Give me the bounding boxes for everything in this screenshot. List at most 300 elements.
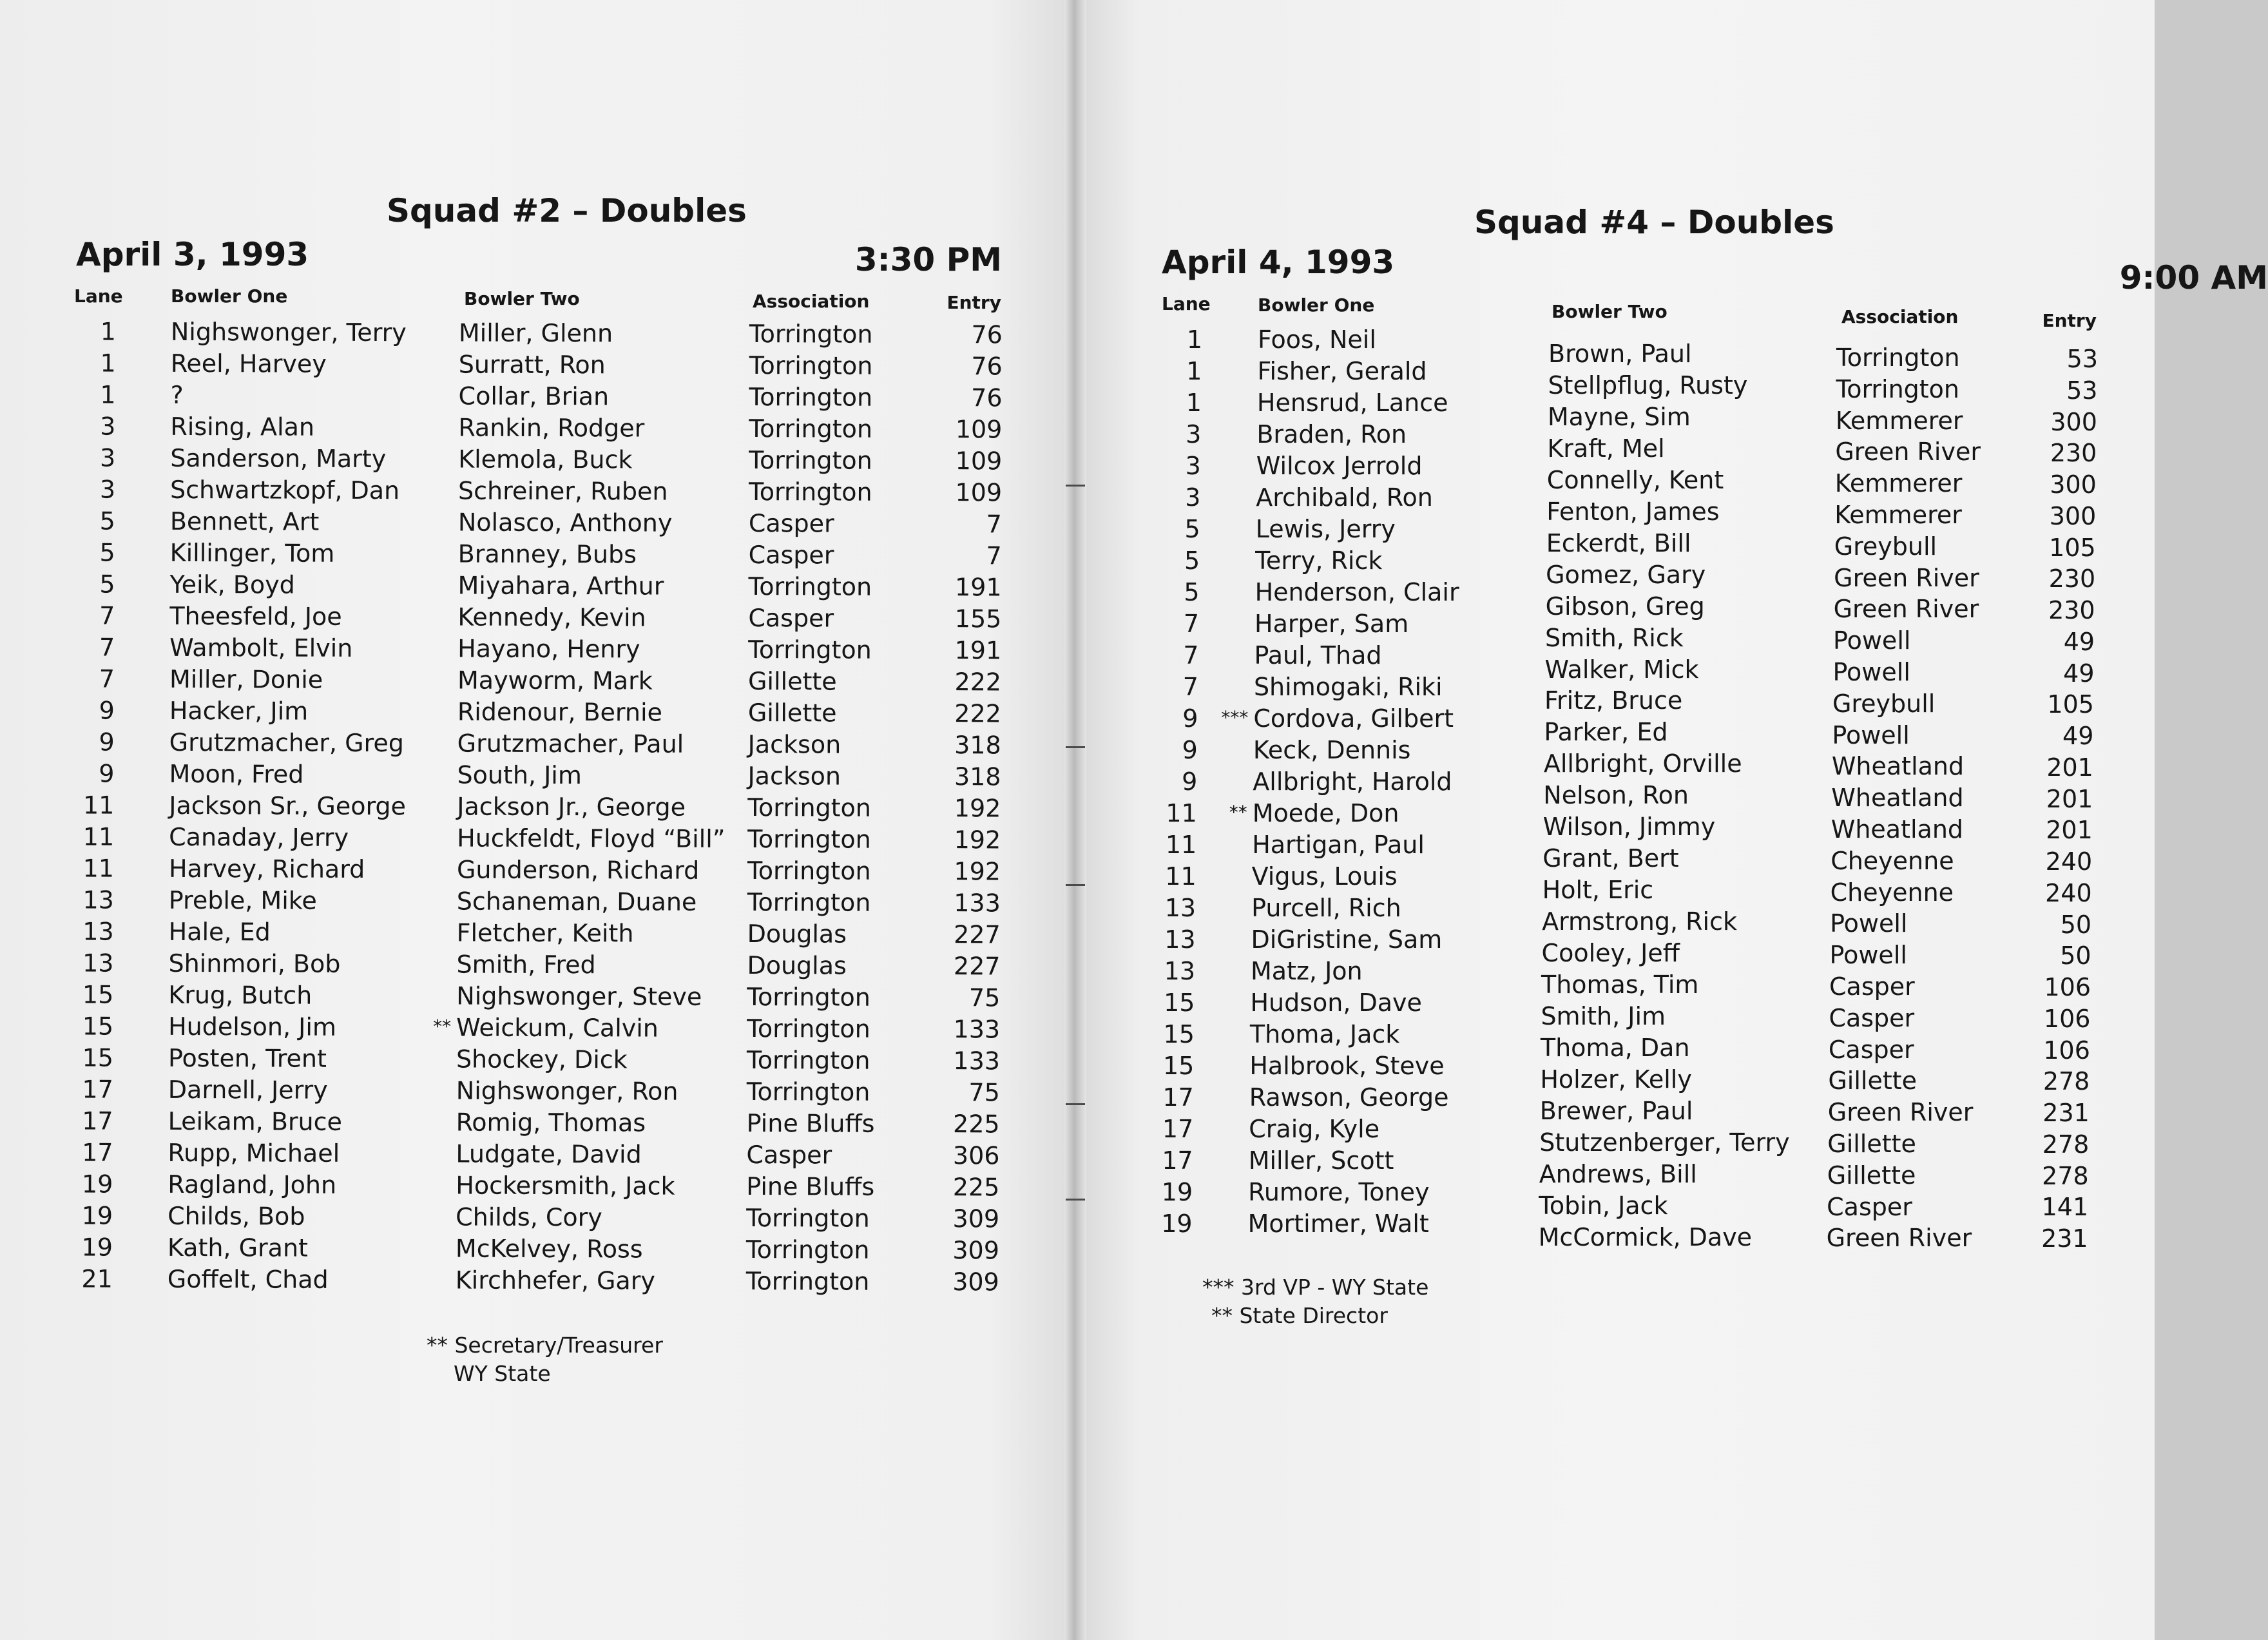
entry-number: 230 [2048,564,2096,593]
lane-number: 17 [82,1075,113,1104]
bowler-one-name: Lewis, Jerry [1255,515,1396,543]
header-association: Association [753,291,870,312]
lane-number: 7 [99,664,115,693]
table-row [1075,1083,2131,1127]
entry-number: 231 [2041,1224,2088,1253]
table-row [0,791,1055,826]
lane-number: 7 [1183,641,1199,670]
association-name: Torrington [745,1267,870,1296]
bowler-two-name: Stutzenberger, Terry [1539,1128,1790,1157]
entry-number: 106 [2044,973,2091,1001]
entry-number: 278 [2042,1067,2090,1096]
association-name: Torrington [749,320,873,349]
bowler-two-name: Allbright, Orville [1543,749,1742,778]
lane-number: 17 [1162,1115,1194,1143]
bowler-two-name: Surratt, Ron [458,350,606,380]
bowler-two-name: Gibson, Greg [1545,592,1705,621]
association-name: Torrington [747,793,872,822]
lane-number: 5 [99,506,115,535]
bowler-two-name: Connelly, Kent [1546,465,1724,494]
bowler-two-name: Mayworm, Mark [457,666,653,695]
lane-number: 9 [1182,736,1198,764]
bowler-two-name: Collar, Brian [458,381,610,411]
lane-number: 11 [82,791,115,820]
binding-stitch [1066,1199,1085,1201]
lane-number: 1 [1186,389,1202,417]
entry-number: 76 [971,352,1003,381]
lane-number: 11 [1165,862,1196,891]
lane-number: 3 [99,443,116,472]
lane-number: 1 [100,317,116,346]
entry-number: 222 [954,699,1001,728]
association-name: Pine Bluffs [746,1109,875,1138]
bowler-one-name: Theesfeld, Joe [169,601,342,631]
lane-number: 11 [1166,799,1197,827]
bowler-one-name: Harper, Sam [1254,610,1409,638]
bowler-two-name: Brown, Paul [1548,340,1692,368]
lane-number: 9 [99,759,115,788]
table-row [0,633,1055,668]
entry-number: 7 [986,510,1002,539]
bowler-two-name: Huckfeldt, Floyd “Bill” [457,824,726,853]
bowler-one-name: Braden, Ron [1256,420,1407,449]
header-lane: Lane [1162,293,1211,314]
bowler-two-name: South, Jim [457,760,582,790]
bowler-one-name: Rising, Alan [170,412,315,441]
bowler-two-name: Andrews, Bill [1539,1159,1697,1188]
bowler-two-name: Branney, Bubs [457,539,637,569]
bowler-two-name: Kennedy, Kevin [457,603,646,632]
entry-number: 300 [2049,501,2097,530]
footnote-line: ** State Director [1211,1303,1388,1328]
bowler-two-name: Stellpflug, Rusty [1548,371,1748,400]
entry-number: 300 [2050,470,2097,499]
entry-number: 75 [968,1078,1000,1107]
table-row [1075,1178,2131,1222]
table-row [0,475,1056,510]
association-name: Greybull [1832,689,1936,718]
table-row [1075,1020,2131,1065]
binding-stitch [1066,884,1085,886]
bowler-one-name: Reel, Harvey [170,349,327,378]
bowler-one-name: Wambolt, Elvin [169,633,353,662]
association-name: Gillette [747,667,837,696]
entry-number: 50 [2060,910,2092,939]
association-name: Casper [748,509,834,538]
entry-number: 76 [971,320,1003,349]
bowler-two-name: Hayano, Henry [457,634,640,664]
bowler-one-name: Halbrook, Steve [1249,1052,1445,1080]
lane-number: 3 [1186,420,1202,449]
table-row [0,443,1056,479]
bowler-one-name: Killinger, Tom [169,538,335,568]
association-name: Casper [748,541,834,570]
lane-number: 21 [81,1264,113,1293]
bowler-two-name: Thoma, Dan [1540,1033,1690,1062]
bowler-two-name: Smith, Rick [1545,623,1684,652]
entry-number: 109 [955,478,1003,507]
bowler-one-name: Archibald, Ron [1256,483,1433,512]
entry-number: 53 [2066,376,2098,405]
entry-number: 231 [2042,1099,2090,1127]
table-row [1075,989,2131,1033]
association-name: Torrington [747,1014,870,1043]
header-entry: Entry [2042,310,2097,331]
bowler-two-name: Walker, Mick [1544,655,1699,684]
header-bowler-two: Bowler Two [464,288,580,309]
lane-number: 1 [100,380,116,409]
squad-time: 9:00 AM [2119,259,2268,296]
table-row [1075,862,2131,907]
association-name: Torrington [1836,343,1960,372]
entry-number: 133 [954,889,1001,918]
entry-number: 192 [954,857,1001,886]
bowler-one-name: Darnell, Jerry [168,1075,328,1105]
entry-number: 278 [2042,1161,2089,1190]
entry-number: 309 [952,1236,1000,1265]
bowler-two-name: Brewer, Paul [1539,1096,1693,1125]
bowler-two-name: Gunderson, Richard [456,855,700,885]
association-name: Wheatland [1831,752,1965,781]
bowler-two-name: Holzer, Kelly [1540,1065,1692,1094]
bowler-one-name: Moede, Don [1252,799,1399,827]
lane-number: 15 [82,1012,114,1041]
association-name: Gillette [1827,1161,1916,1190]
lane-number: 19 [81,1201,113,1230]
association-name: Casper [1829,972,1915,1001]
association-name: Powell [1832,658,1910,686]
entry-number: 225 [953,1110,1000,1139]
bowler-two-name: Fenton, James [1546,497,1720,526]
table-row [0,1106,1054,1142]
bowler-two-name: Nighswonger, Ron [456,1076,678,1106]
lane-number: 15 [1162,1052,1195,1080]
entry-number: 230 [2048,596,2095,624]
footnote [1202,1273,1428,1330]
bowler-two-name: Holt, Eric [1542,876,1654,905]
lane-number: 9 [1182,767,1198,796]
association-name: Wheatland [1831,815,1964,844]
lane-number: 9 [99,696,115,725]
bowler-two-name: Schreiner, Ruben [457,476,668,506]
association-name: Torrington [747,825,871,854]
entry-number: 201 [2046,784,2093,813]
bowler-one-name: Hartigan, Paul [1252,831,1425,859]
entry-number: 105 [2047,690,2094,719]
lane-number: 19 [1161,1210,1193,1238]
entry-number: 7 [986,541,1002,570]
bowler-one-name: Nighswonger, Terry [170,317,407,347]
lane-number: 13 [1164,957,1195,985]
lane-number: 5 [99,538,115,567]
bowler-two-name: Ludgate, David [456,1139,642,1169]
bowler-two-name: Weickum, Calvin [456,1013,659,1043]
bowler-two-name: Fletcher, Keith [456,918,634,948]
table-row [0,1170,1053,1205]
bowler-one-name: Moon, Fred [169,759,304,789]
bowler-one-name: Preble, Mike [168,885,317,915]
entry-number: 309 [952,1268,999,1297]
officer-marker: ** [433,1016,452,1037]
bowler-one-name: Craig, Kyle [1249,1115,1380,1143]
table-row [1075,894,2131,939]
table-row [0,759,1055,795]
table-row [0,854,1055,889]
association-name: Casper [1829,1003,1915,1032]
association-name: Green River [1826,1224,1972,1253]
lane-number: 11 [1165,831,1197,859]
association-name: Torrington [749,351,873,380]
entry-number: 201 [2046,816,2093,845]
bowler-one-name: Keck, Dennis [1253,736,1411,764]
table-row [0,728,1055,763]
bowler-one-name: Hudelson, Jim [168,1012,337,1041]
association-name: Green River [1833,595,1979,624]
table-row [1075,1115,2131,1159]
bowler-one-name: Harvey, Richard [168,854,365,883]
association-name: Casper [746,1141,832,1170]
table-row [0,1264,1053,1300]
association-name: Pine Bluffs [746,1172,875,1201]
lane-number: 11 [82,854,115,883]
bowler-two-name: Fritz, Bruce [1544,686,1683,715]
bowler-one-name: Purcell, Rich [1251,894,1401,922]
entry-number: 309 [952,1204,1000,1233]
association-name: Douglas [747,920,847,949]
bowler-two-name: Nelson, Ron [1543,781,1689,810]
header-bowler-one: Bowler One [1258,294,1375,316]
association-name: Torrington [747,983,870,1012]
lane-number: 17 [1162,1083,1194,1112]
entry-number: 300 [2050,407,2097,436]
header-lane: Lane [74,285,123,307]
bowler-one-name: Paul, Thad [1254,641,1382,670]
table-row [0,1233,1053,1268]
association-name: Powell [1829,941,1907,970]
lane-number: 9 [99,728,115,757]
table-row [0,570,1056,605]
bowler-one-name: Jackson Sr., George [169,791,407,821]
lane-number: 15 [1164,989,1195,1017]
association-name: Torrington [748,572,872,601]
bowler-one-name: Rupp, Michael [168,1138,340,1168]
association-name: Kemmerer [1834,469,1963,498]
footnote-line: *** 3rd VP - WY State [1202,1275,1429,1300]
lane-number: 19 [1161,1178,1193,1206]
entry-number: 306 [952,1141,1000,1170]
table-row [0,349,1057,384]
bowler-one-name: Wilcox Jerrold [1256,452,1423,480]
association-name: Torrington [1836,374,1960,403]
bowler-one-name: Terry, Rick [1255,546,1383,575]
bowler-two-name: Jackson Jr., George [457,792,686,822]
lane-number: 3 [100,412,116,441]
bowler-one-name: Shimogaki, Riki [1253,673,1443,701]
association-name: Wheatland [1831,784,1964,813]
bowler-one-name: Hensrud, Lance [1256,389,1448,417]
bowler-one-name: Miller, Scott [1248,1146,1394,1175]
entry-number: 109 [955,447,1003,476]
bowler-two-name: Kraft, Mel [1547,434,1665,463]
officer-marker: ** [1229,802,1247,823]
lane-number: 3 [99,475,116,504]
entry-number: 318 [954,762,1001,791]
entry-number: 49 [2062,722,2094,750]
entry-number: 201 [2046,753,2093,782]
lane-number: 5 [1184,546,1200,575]
bowler-two-name: Klemola, Buck [458,445,633,474]
binding-stitch [1066,1103,1085,1105]
table-row [0,506,1056,542]
bowler-one-name: Leikam, Bruce [168,1106,343,1136]
association-name: Douglas [747,951,847,980]
table-row [0,1201,1053,1237]
left-page [0,0,1075,1640]
association-name: Greybull [1834,532,1937,561]
bowler-two-name: Nighswonger, Steve [456,981,702,1011]
header-entry: Entry [947,292,1001,313]
lane-number: 11 [82,822,115,851]
footnote-line: WY State [454,1361,551,1386]
right-page [1075,0,2268,1640]
table-row [0,1043,1054,1079]
lane-number: 7 [1182,673,1198,701]
right-lane-table [1075,325,2131,1253]
bowler-two-name: Hockersmith, Jack [456,1171,675,1201]
lane-number: 13 [1164,894,1196,922]
table-row [1075,1210,2131,1253]
lane-number: 1 [100,349,116,378]
bowler-two-name: Childs, Cory [456,1202,602,1232]
association-name: Gillette [747,699,837,728]
association-name: Jackson [747,730,841,759]
association-name: Kemmerer [1834,501,1962,529]
lane-number: 5 [99,570,115,599]
table-row [0,1075,1054,1110]
bowler-two-name: Miller, Glenn [458,318,613,348]
association-name: Casper [1827,1192,1912,1221]
lane-number: 17 [82,1106,113,1135]
bowler-one-name: Posten, Trent [168,1043,327,1073]
bowler-two-name: Mayne, Sim [1547,402,1691,431]
bowler-one-name: Kath, Grant [167,1233,309,1262]
entry-number: 222 [954,668,1002,697]
table-row [1075,957,2131,1001]
lane-number: 15 [82,980,114,1009]
squad-date: April 3, 1993 [76,236,309,273]
association-name: Cheyenne [1831,846,1954,875]
entry-number: 192 [954,794,1001,823]
entry-number: 53 [2066,345,2098,373]
bowler-two-name: Ridenour, Bernie [457,697,663,727]
association-name: Torrington [747,888,871,917]
association-name: Powell [1833,626,1911,655]
squad-title: Squad #4 – Doubles [1474,204,1834,241]
association-name: Green River [1835,438,1981,467]
lane-number: 13 [82,917,114,946]
entry-number: 106 [2043,1004,2091,1033]
association-name: Jackson [747,762,841,791]
bowler-two-name: Grutzmacher, Paul [457,729,684,758]
entry-number: 278 [2042,1130,2090,1159]
book-gutter [1064,0,1086,1640]
lane-number: 5 [1184,578,1200,606]
bowler-two-name: Romig, Thomas [456,1108,646,1137]
table-row [0,822,1055,858]
squad-date: April 4, 1993 [1162,244,1395,281]
lane-number: 15 [82,1043,114,1072]
bowler-one-name: Schwartzkopf, Dan [169,475,400,505]
association-name: Torrington [748,635,872,664]
association-name: Cheyenne [1830,878,1954,907]
bowler-one-name: Hale, Ed [168,917,271,947]
lane-number: 13 [82,949,114,978]
association-name: Torrington [749,446,872,475]
lane-number: 5 [1184,515,1200,543]
entry-number: 230 [2050,439,2097,468]
association-name: Torrington [748,478,872,506]
bowler-two-name: Miyahara, Arthur [457,571,664,601]
table-row [1075,1052,2131,1096]
bowler-one-name: Vigus, Louis [1251,862,1398,891]
table-row [0,601,1055,637]
entry-number: 141 [2041,1193,2089,1222]
bowler-one-name: Hudson, Dave [1250,989,1422,1017]
bowler-two-name: McKelvey, Ross [455,1234,643,1264]
entry-number: 133 [953,1015,1001,1044]
table-row [0,317,1057,352]
squad-time: 3:30 PM [854,241,1002,278]
left-lane-table [0,317,1057,1300]
bowler-one-name: Matz, Jon [1251,957,1363,985]
lane-number: 19 [81,1233,113,1262]
lane-number: 13 [82,885,114,914]
lane-number: 7 [99,633,115,662]
footnote [427,1331,663,1388]
bowler-one-name: Thoma, Jack [1249,1020,1400,1048]
bowler-one-name: Childs, Bob [168,1201,305,1231]
bowler-one-name: Sanderson, Marty [170,443,387,474]
table-row [1075,1146,2131,1190]
bowler-two-name: Armstrong, Rick [1542,907,1738,936]
bowler-one-name: Allbright, Harold [1253,767,1452,796]
table-row [0,696,1055,731]
association-name: Torrington [746,1077,870,1106]
table-row [0,885,1055,921]
entry-number: 50 [2060,941,2091,970]
bowler-two-name: Kirchhefer, Gary [455,1266,655,1295]
bowler-one-name: Fisher, Gerald [1257,357,1427,385]
bowler-one-name: Goffelt, Chad [167,1264,329,1294]
association-name: Torrington [747,856,871,885]
bowler-one-name: Krug, Butch [168,980,312,1010]
header-bowler-two: Bowler Two [1552,301,1667,322]
bowler-two-name: Schaneman, Duane [456,887,697,916]
association-name: Green River [1834,563,1979,592]
header-association: Association [1841,306,1959,327]
bowler-one-name: Rawson, George [1249,1083,1449,1112]
binding-stitch [1066,746,1085,748]
entry-number: 76 [971,383,1003,412]
entry-number: 227 [954,920,1001,949]
table-row [0,917,1055,952]
association-name: Torrington [746,1046,870,1075]
bowler-two-name: Tobin, Jack [1539,1191,1668,1220]
bowler-one-name: Shinmori, Bob [168,949,341,978]
association-name: Gillette [1827,1130,1916,1158]
bowler-two-name: Eckerdt, Bill [1546,528,1691,557]
bowler-two-name: Grant, Bert [1542,844,1679,873]
